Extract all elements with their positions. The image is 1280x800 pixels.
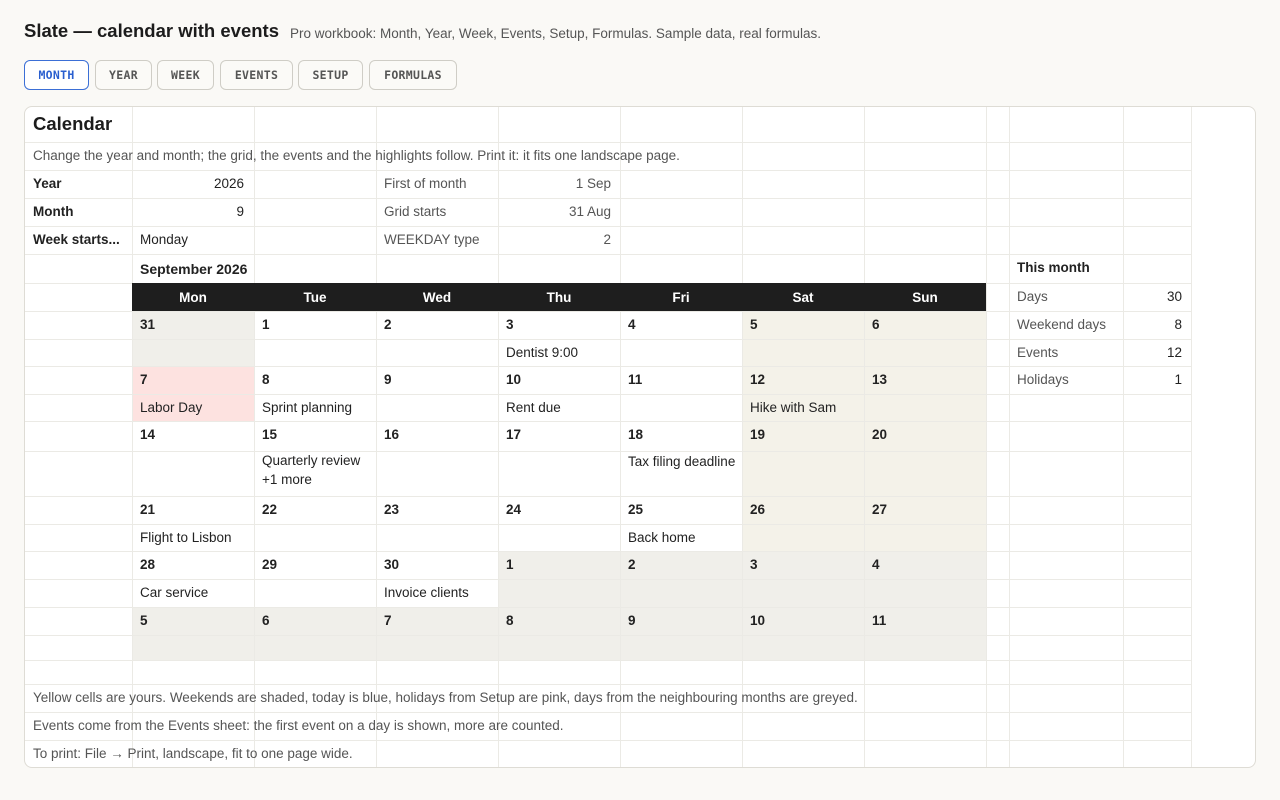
tab-week[interactable]: WEEK (157, 60, 214, 90)
day-number[interactable]: 28 (140, 557, 156, 572)
gridline-vertical (1123, 107, 1124, 767)
summary-value: 30 (1166, 289, 1182, 304)
gridline-vertical (620, 107, 621, 767)
gridline-horizontal (25, 142, 1191, 143)
gridline-horizontal (25, 366, 1191, 367)
day-number[interactable]: 12 (750, 372, 766, 387)
day-event: Tax filing deadline (628, 454, 736, 469)
gridline-horizontal (25, 394, 1191, 395)
gridline-vertical (376, 107, 377, 767)
weekday-header-wed: Wed (422, 289, 452, 305)
week-starts-input[interactable]: Monday (140, 232, 189, 247)
day-number[interactable]: 7 (384, 613, 392, 628)
summary-value: 12 (1166, 345, 1182, 360)
gridline-horizontal (25, 712, 1191, 713)
gridline-horizontal (25, 579, 1191, 580)
day-number[interactable]: 24 (506, 502, 522, 517)
grid-starts-label: Grid starts (384, 204, 447, 219)
day-number[interactable]: 23 (384, 502, 400, 517)
day-number[interactable]: 19 (750, 427, 766, 442)
day-number[interactable]: 5 (140, 613, 148, 628)
gridline-horizontal (25, 524, 1191, 525)
summary-label: Weekend days (1017, 317, 1107, 332)
year-label: Year (33, 176, 62, 191)
sheet-title: Calendar (33, 113, 113, 134)
week-starts-label: Week starts... (33, 232, 120, 247)
tab-events[interactable]: EVENTS (220, 60, 293, 90)
day-number[interactable]: 6 (872, 317, 880, 332)
other-shade (498, 607, 620, 660)
summary-label: Days (1017, 289, 1048, 304)
month-label: Month (33, 204, 74, 219)
gridline-horizontal (25, 607, 1191, 608)
day-event: Dentist 9:00 (506, 345, 579, 360)
day-event: Labor Day (140, 400, 203, 415)
day-number[interactable]: 21 (140, 502, 156, 517)
grid-starts-value: 31 Aug (568, 204, 611, 219)
gridline-horizontal (25, 684, 1191, 685)
summary-label: Holidays (1017, 372, 1069, 387)
spreadsheet[interactable] (24, 106, 1256, 768)
day-number[interactable]: 3 (506, 317, 514, 332)
other-shade (254, 607, 376, 660)
day-number[interactable]: 11 (628, 372, 643, 387)
gridline-horizontal (25, 170, 1191, 171)
gridline-horizontal (25, 226, 1191, 227)
day-number[interactable]: 4 (872, 557, 880, 572)
day-number[interactable]: 15 (262, 427, 278, 442)
gridline-horizontal (25, 254, 1191, 255)
weekday-type-value: 2 (603, 232, 611, 247)
weekday-header-sat: Sat (792, 289, 814, 305)
gridline-vertical (986, 107, 987, 767)
gridline-vertical (864, 107, 865, 767)
day-number[interactable]: 3 (750, 557, 758, 572)
day-number[interactable]: 25 (628, 502, 644, 517)
day-event: Rent due (506, 400, 561, 415)
gridline-horizontal (25, 551, 1191, 552)
day-number[interactable]: 10 (506, 372, 522, 387)
day-number[interactable]: 1 (506, 557, 514, 572)
day-number[interactable]: 7 (140, 372, 148, 387)
summary-label: Events (1017, 345, 1059, 360)
day-event: Quarterly review (262, 453, 361, 468)
weekday-header-fri: Fri (672, 289, 690, 305)
tab-formulas[interactable]: FORMULAS (369, 60, 457, 90)
day-event: Invoice clients (384, 585, 469, 600)
weekday-header-sun: Sun (912, 289, 938, 305)
day-number[interactable]: 6 (262, 613, 270, 628)
app-title: Slate — calendar with events (24, 20, 279, 41)
gridline-horizontal (25, 421, 1191, 422)
gridline-horizontal (25, 496, 1191, 497)
day-event: Car service (140, 585, 209, 600)
more-events-count: +1 more (262, 472, 312, 487)
gridline-horizontal (25, 311, 1191, 312)
day-number[interactable]: 17 (506, 427, 522, 442)
day-number[interactable]: 18 (628, 427, 644, 442)
summary-value: 8 (1174, 317, 1182, 332)
gridline-horizontal (25, 451, 1191, 452)
day-number[interactable]: 14 (140, 427, 156, 442)
day-number[interactable]: 8 (506, 613, 514, 628)
day-number[interactable]: 31 (140, 317, 156, 332)
first-of-month-label: First of month (384, 176, 467, 191)
weekday-type-label: WEEKDAY type (384, 232, 480, 247)
day-number[interactable]: 10 (750, 613, 766, 628)
day-number[interactable]: 9 (628, 613, 636, 628)
day-number[interactable]: 2 (384, 317, 392, 332)
weekday-header-tue: Tue (303, 289, 327, 305)
day-number[interactable]: 11 (872, 613, 887, 628)
day-number[interactable]: 9 (384, 372, 392, 387)
month-heading: September 2026 (140, 261, 248, 277)
gridline-vertical (1009, 107, 1010, 767)
summary-heading: This month (1017, 260, 1090, 275)
gridline-vertical (742, 107, 743, 767)
day-event: Sprint planning (262, 400, 353, 415)
gridline-vertical (254, 107, 255, 767)
day-event: Flight to Lisbon (140, 530, 232, 545)
day-number[interactable]: 8 (262, 372, 270, 387)
gridline-horizontal (25, 339, 1191, 340)
tab-year[interactable]: YEAR (95, 60, 152, 90)
gridline-horizontal (25, 740, 1191, 741)
day-number[interactable]: 16 (384, 427, 400, 442)
gridline-horizontal (25, 660, 1191, 661)
first-of-month-value: 1 Sep (575, 176, 611, 191)
summary-value: 1 (1174, 372, 1182, 387)
day-number[interactable]: 2 (628, 557, 636, 572)
day-event: Hike with Sam (750, 400, 837, 415)
day-number[interactable]: 4 (628, 317, 636, 332)
day-number[interactable]: 29 (262, 557, 278, 572)
other-shade (376, 607, 498, 660)
other-shade (132, 607, 254, 660)
tab-setup[interactable]: SETUP (298, 60, 363, 90)
weekday-header-mon: Mon (179, 289, 207, 305)
day-number[interactable]: 13 (872, 372, 888, 387)
app-subtitle: Pro workbook: Month, Year, Week, Events, Setup, Formulas. Sample data, real formulas. (290, 26, 822, 41)
gridline-horizontal (25, 635, 1191, 636)
gridline-horizontal (25, 198, 1191, 199)
day-number[interactable]: 1 (262, 317, 270, 332)
day-number[interactable]: 5 (750, 317, 758, 332)
note-colors: Yellow cells are yours. Weekends are shaded, today is blue, holidays from Setup are pink, days from the neighbouring months are greyed. (33, 690, 858, 705)
day-event: Back home (628, 530, 696, 545)
month-input[interactable]: 9 (236, 204, 244, 219)
year-input[interactable]: 2026 (213, 176, 244, 191)
other-shade (620, 607, 742, 660)
tab-month[interactable]: MONTH (24, 60, 89, 90)
day-number[interactable]: 26 (750, 502, 766, 517)
intro-text: Change the year and month; the grid, the events and the highlights follow. Print it: it fits one landscape page. (33, 148, 680, 163)
weekday-header-thu: Thu (546, 289, 572, 305)
gridline-vertical (1191, 107, 1192, 767)
day-number[interactable]: 20 (872, 427, 888, 442)
note-events: Events come from the Events sheet: the first event on a day is shown, more are counted. (33, 718, 564, 733)
note-print: To print: File → Print, landscape, fit to one page wide. (33, 746, 353, 761)
day-number[interactable]: 22 (262, 502, 278, 517)
day-number[interactable]: 27 (872, 502, 888, 517)
day-number[interactable]: 30 (384, 557, 400, 572)
